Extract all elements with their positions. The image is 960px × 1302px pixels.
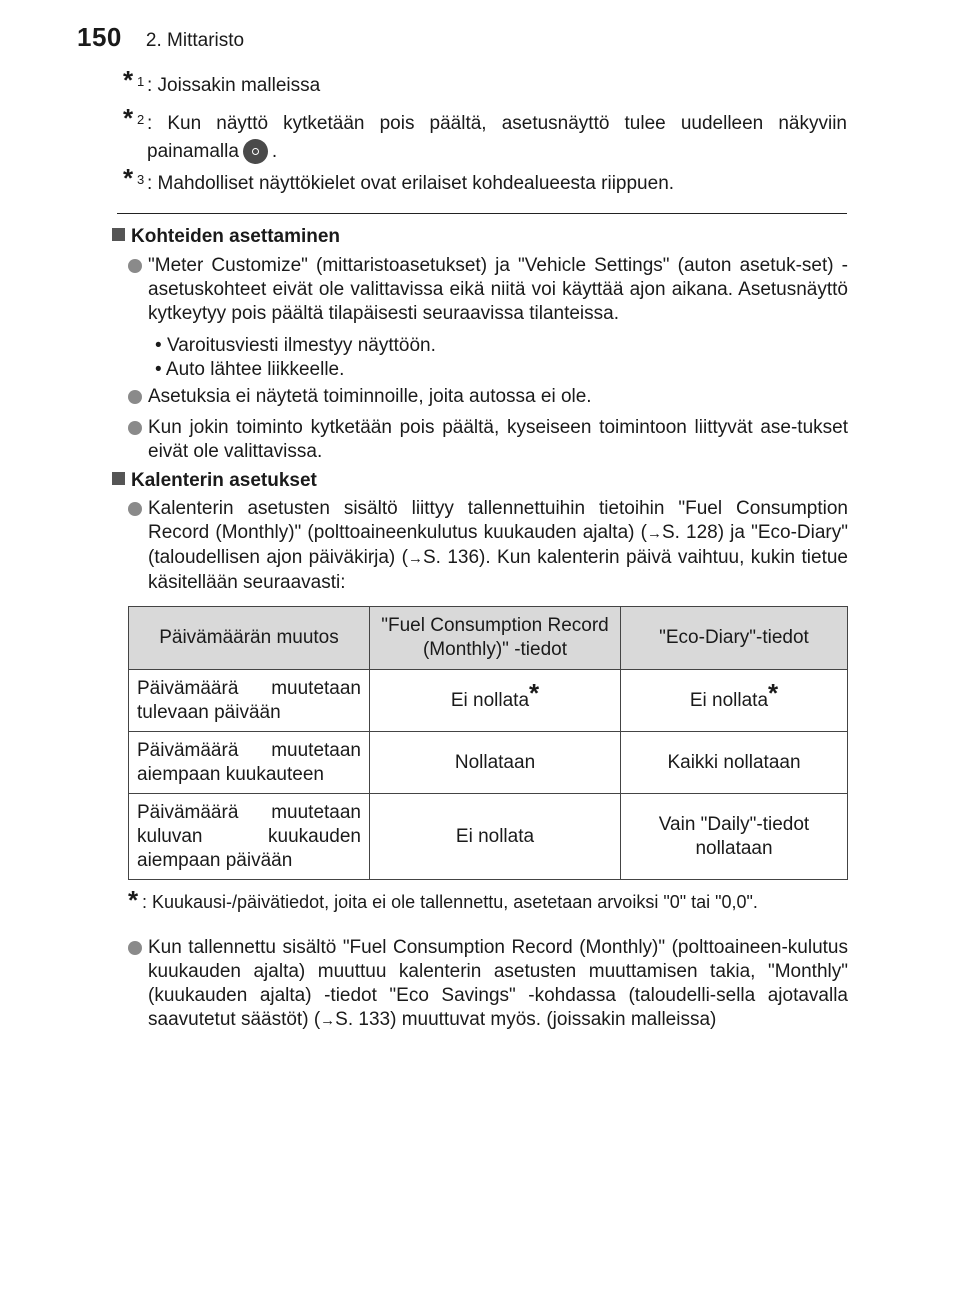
bullet-text: Auto lähtee liikkeelle. [165,359,345,380]
paragraph-eco-savings [128,936,848,1033]
paragraph-text: Asetuksia ei näytetä toiminnoille, joita autossa ei ole. [148,386,592,407]
cell-text: Ei nollata [689,689,769,711]
paragraph-text: "Meter Customize" (mittaristoasetukset) ja "Vehicle Settings" (auton asetuk-set) -asetuskohteet eivät ole valittavissa eikä niitä voi käyttää ajon aikana. Asetusnäyttö kytkeytyy pois päältä tilapäisesti seuraavissa tilanteissa. [148,255,848,324]
paragraph-calendar [128,497,848,595]
paragraph-text [128,936,848,1033]
circle-bullet-icon [128,421,142,435]
divider [117,213,847,214]
table-cell: Ei nollata [370,794,621,880]
note-number: 2 [137,112,145,127]
footnote-text: : Kuukausi-/päivätiedot, joita ei ole tallennettu, asetetaan arvoiksi "0" tai "0,0". [142,892,758,912]
note-number: 1 [137,74,145,89]
table-row [129,670,848,732]
paragraph-text [128,497,848,595]
table-cell: Päivämäärä muutetaan kuluvan kuukauden aiempaan päivään [129,794,370,880]
bullet-text: Varoitusviesti ilmestyy näyttöön. [166,335,436,356]
arrow-icon: → [407,550,423,567]
note-text: : Joissakin malleissa [147,75,321,96]
page-number: 150 [77,22,122,52]
column-header: Päivämäärän muutos [129,607,370,670]
note-marker: * [123,65,134,95]
circle-bullet-icon [128,390,142,404]
note-number: 3 [137,172,145,187]
table-header-row [129,607,848,670]
footnote-marker: * [128,885,139,915]
paragraph-function-off [128,416,848,464]
note-text-after: . [271,141,278,162]
square-bullet-icon [112,472,125,485]
table-cell: Vain "Daily"-tiedot nollataan [621,794,848,880]
note-2 [123,103,847,166]
table-footnote [128,885,758,915]
table-cell [370,670,621,732]
table-cell: Kaikki nollataan [621,732,848,794]
note-marker: * [123,103,134,133]
table-row [129,732,848,794]
paragraph-settings-hidden [128,385,848,409]
footnote-marker: * [768,677,779,708]
paragraph-text-part: S. 133) muuttuvat myös. (joissakin malleissa) [335,1009,717,1030]
note-3 [123,163,847,198]
table-cell: Päivämäärä muutetaan tulevaan päivään [129,670,370,732]
footnote-marker: * [529,677,540,708]
arrow-icon: → [646,525,662,542]
cell-text: Ei nollata [450,689,530,711]
circle-bullet-icon [128,259,142,273]
heading-kohteiden-asettaminen [112,226,340,248]
paragraph-meter-customize [128,254,848,326]
paragraph-text: Kun jokin toiminto kytketään pois päältä, kyseiseen toimintoon liittyvät ase-tukset eivät ole valittavissa. [148,417,848,462]
arrow-icon: → [320,1012,336,1029]
paragraph-text-part: S. 128) ja "Eco-Diary" (taloudellisen ajon päiväkirja) ( [148,522,848,568]
paragraph-text-part: S. 136). Kun kalenterin päivä vaihtuu, kukin tietue käsitellään seuraavasti: [148,547,848,593]
column-header: "Fuel Consumption Record (Monthly)" -tiedot [370,607,621,670]
bullet-item-1: • Varoitusviesti ilmestyy näyttöön. [155,335,436,356]
note-text: : Mahdolliset näyttökielet ovat erilaiset kohdealueesta riippuen. [147,173,675,194]
heading-text: Kohteiden asettaminen [131,226,341,247]
page-header [77,22,244,53]
square-bullet-icon [112,228,125,241]
note-marker: * [123,163,134,193]
note-1 [123,65,847,100]
note-text-before: : Kun näyttö kytketään pois päältä, asetusnäyttö tulee uudelleen näkyviin painamalla [147,113,847,162]
table-row [129,794,848,880]
heading-text: Kalenterin asetukset [131,470,317,491]
table-cell: Nollataan [370,732,621,794]
table-cell: Päivämäärä muutetaan aiempaan kuukauteen [129,732,370,794]
heading-kalenterin-asetukset [112,470,317,492]
circle-bullet-icon [128,941,142,955]
column-header: "Eco-Diary"-tiedot [621,607,848,670]
calendar-table [128,606,848,880]
section-title: 2. Mittaristo [145,30,245,51]
bullet-item-2: • Auto lähtee liikkeelle. [155,359,345,380]
note-text [123,110,847,166]
paragraph-text-part: Kalenterin asetusten sisältö liittyy tallennettuihin tietoihin "Fuel Consumption Record (Monthly)" (polttoaineenkulutus kuukauden ajalta) ( [148,498,848,543]
table-cell [621,670,848,732]
circle-bullet-icon [128,502,142,516]
paragraph-text-part: Kun tallennettu sisältö "Fuel Consumption Record (Monthly)" (polttoaineen-kulutus kuukauden ajalta) muuttuu kalenterin asetusten muuttamisen takia, "Monthly" (kuukauden ajalta) -tiedot "Eco Savings" -kohdassa (taloudelli-sella ajotavalla saavutetut säästöt) ( [148,937,848,1030]
display-button-icon [243,139,268,164]
